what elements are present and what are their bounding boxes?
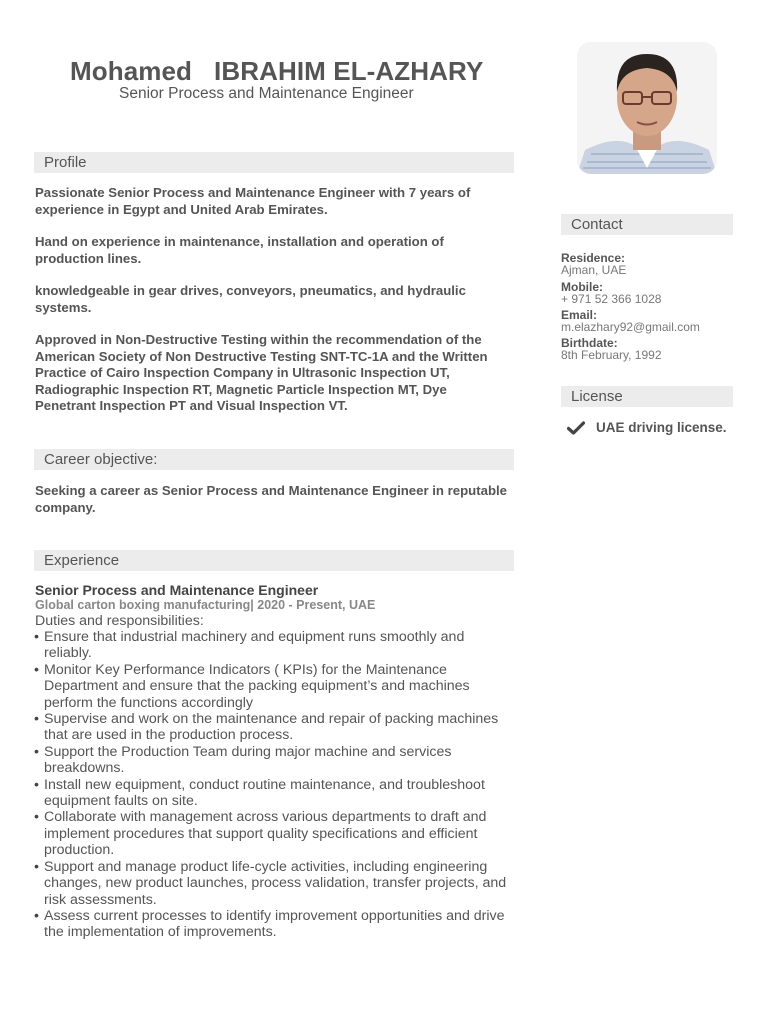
- duty-item: • Ensure that industrial machinery and equipment runs smoothly and reliably.: [34, 629, 514, 662]
- residence-label: Residence:: [561, 251, 626, 265]
- email-label: Email:: [561, 308, 598, 322]
- birthdate-label: Birthdate:: [561, 336, 618, 350]
- candidate-title: Senior Process and Maintenance Engineer: [119, 85, 414, 102]
- duty-item: • Install new equipment, conduct routine maintenance, and troubleshoot equipment faults on site.: [34, 777, 514, 810]
- profile-paragraph: Passionate Senior Process and Maintenance Engineer with 7 years of experience in Egypt and United Arab Emirates.: [35, 185, 471, 217]
- mobile-label: Mobile:: [561, 280, 603, 294]
- check-icon: [567, 421, 585, 435]
- section-profile: Profile: [34, 152, 514, 173]
- section-experience: Experience: [34, 550, 514, 571]
- duty-item: • Support the Production Team during major machine and services breakdowns.: [34, 744, 514, 777]
- profile-photo: [577, 42, 717, 174]
- mobile-value: + 971 52 366 1028: [561, 292, 662, 306]
- profile-paragraph: knowledgeable in gear drives, conveyors, pneumatics, and hydraulic systems.: [35, 283, 466, 315]
- license-text: UAE driving license.: [596, 420, 727, 435]
- duty-item: • Monitor Key Performance Indicators ( KPIs) for the Maintenance Department and ensure that the packing equipment’s and machines perform the functions accordingly: [34, 662, 514, 711]
- duty-item: • Support and manage product life-cycle activities, including engineering changes, new product launches, process validation, transfer projects, and risk assessments.: [34, 859, 514, 908]
- section-career-objective: Career objective:: [34, 449, 514, 470]
- residence-value: Ajman, UAE: [561, 263, 627, 277]
- license-item: [567, 420, 727, 435]
- profile-paragraph: Approved in Non-Destructive Testing within the recommendation of the American Society of Non Destructive Testing SNT-TC-1A and the Written Practice of Cairo Inspection Company in Ultrasonic Inspection UT, Radiographic Inspection RT, Magnetic Particle Inspection MT, Dye Penetrant Inspection PT and Visual Inspection VT.: [35, 332, 488, 413]
- job-title: Senior Process and Maintenance Engineer: [35, 582, 319, 598]
- profile-photo-image: [577, 42, 717, 174]
- candidate-name: Mohamed IBRAHIM EL-AZHARY: [70, 56, 484, 86]
- birthdate-value: 8th February, 1992: [561, 348, 662, 362]
- duty-item: • Collaborate with management across various departments to draft and implement procedures that support quality specifications and efficient production.: [34, 809, 514, 858]
- duty-item: • Supervise and work on the maintenance and repair of packing machines that are used in the production process.: [34, 711, 514, 744]
- duties-label: Duties and responsibilities:: [35, 613, 204, 629]
- job-company: Global carton boxing manufacturing| 2020 - Present, UAE: [35, 598, 376, 612]
- career-objective-text: Seeking a career as Senior Process and Maintenance Engineer in reputable company.: [35, 483, 508, 515]
- section-contact: Contact: [561, 214, 733, 235]
- email-value: m.elazhary92@gmail.com: [561, 320, 700, 334]
- duties-list: [34, 629, 514, 941]
- section-license: License: [561, 386, 733, 407]
- duty-item: • Assess current processes to identify improvement opportunities and drive the implementation of improvements.: [34, 908, 514, 941]
- profile-paragraph: Hand on experience in maintenance, installation and operation of production lines.: [35, 234, 444, 266]
